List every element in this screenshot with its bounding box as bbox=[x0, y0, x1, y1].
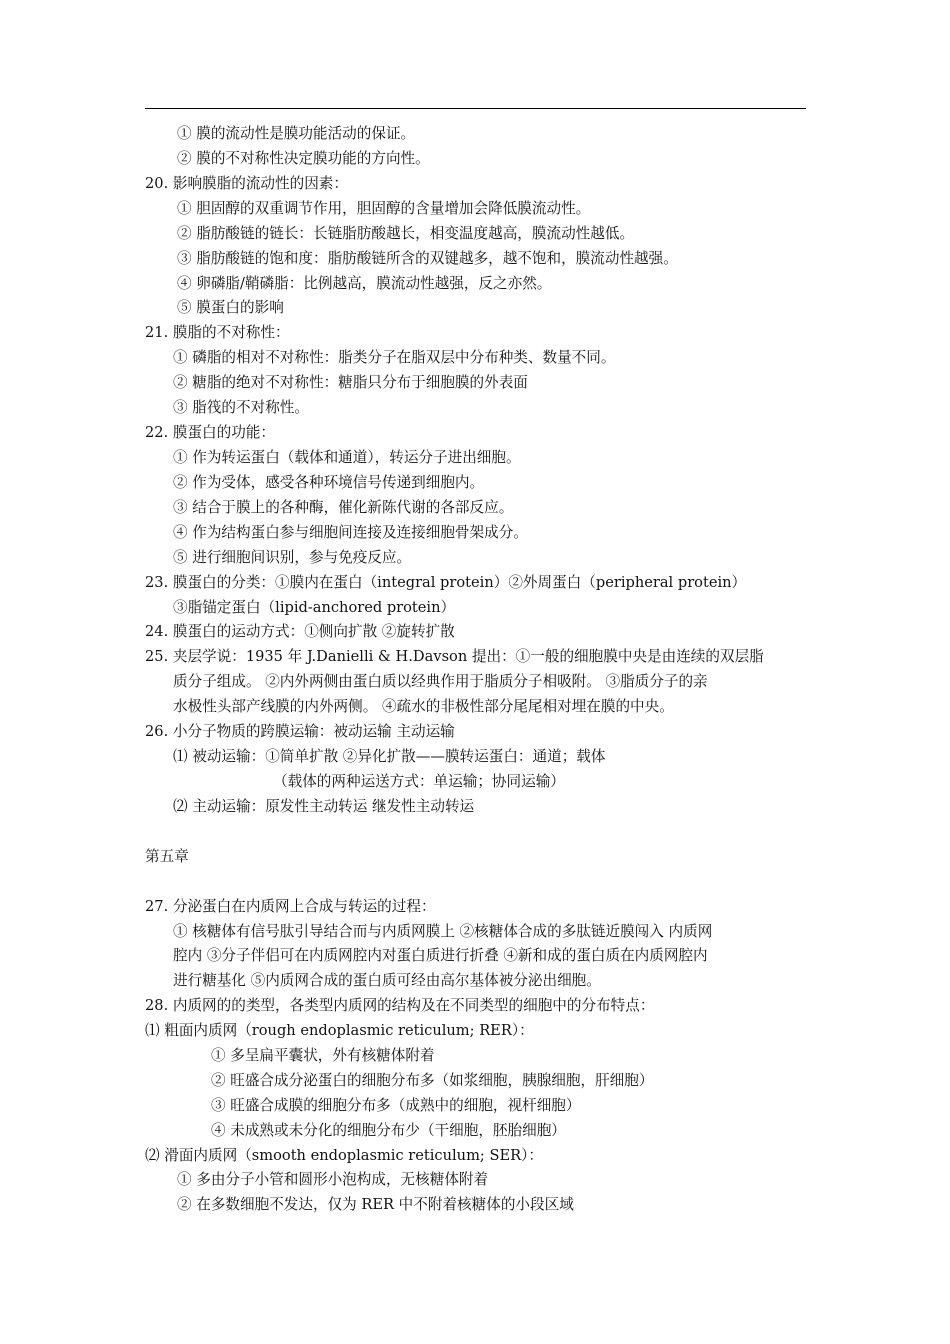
q26-line: ⑵ 主动运输：原发性主动转运 继发性主动转运 bbox=[173, 798, 475, 815]
q24-line: 24. 膜蛋白的运动方式：①侧向扩散 ②旋转扩散 bbox=[145, 623, 455, 640]
q22-title: 22. 膜蛋白的功能： bbox=[145, 424, 276, 441]
list-item: ③ 结合于膜上的各种酶，催化新陈代谢的各部反应。 bbox=[173, 499, 514, 516]
list-item: ① 磷脂的相对不对称性：脂类分子在脂双层中分布种类、数量不同。 bbox=[173, 349, 616, 366]
q23-line: ③脂锚定蛋白（lipid-anchored protein） bbox=[173, 599, 456, 616]
q27-line: 腔内 ③分子伴侣可在内质网腔内对蛋白质进行折叠 ④新和成的蛋白质在内质网腔内 bbox=[173, 947, 708, 964]
q23-line: 23. 膜蛋白的分类：①膜内在蛋白（integral protein）②外周蛋白（peripheral protein） bbox=[145, 574, 747, 591]
list-item: ③ 旺盛合成膜的细胞分布多（成熟中的细胞，视杆细胞） bbox=[211, 1097, 581, 1114]
q27-title: 27. 分泌蛋白在内质网上合成与转运的过程： bbox=[145, 898, 436, 915]
q25-line: 水极性头部产线膜的内外两侧。 ④疏水的非极性部分尾尾相对埋在膜的中央。 bbox=[173, 698, 674, 715]
list-item: ② 脂肪酸链的链长：长链脂肪酸越长，相变温度越高，膜流动性越低。 bbox=[177, 225, 635, 242]
q26-line: （载体的两种运送方式：单运输；协同运输） bbox=[273, 773, 565, 790]
q27-line: 进行糖基化 ⑤内质网合成的蛋白质可经由高尔基体被分泌出细胞。 bbox=[173, 972, 601, 989]
list-item: ① 膜的流动性是膜功能活动的保证。 bbox=[177, 125, 416, 142]
list-item: ① 作为转运蛋白（载体和通道），转运分子进出细胞。 bbox=[173, 449, 521, 466]
list-item: ① 多呈扁平囊状，外有核糖体附着 bbox=[211, 1047, 435, 1064]
list-item: ② 旺盛合成分泌蛋白的细胞分布多（如浆细胞，胰腺细胞，肝细胞） bbox=[211, 1072, 654, 1089]
ser-title: ⑵ 滑面内质网（smooth endoplasmic reticulum; SER）： bbox=[145, 1147, 543, 1164]
q25-line: 质分子组成。 ②内外两侧由蛋白质以经典作用于脂质分子相吸附。 ③脂质分子的亲 bbox=[173, 673, 708, 690]
list-item: ③ 脂肪酸链的饱和度：脂肪酸链所含的双键越多，越不饱和，膜流动性越强。 bbox=[177, 250, 678, 267]
q20-title: 20. 影响膜脂的流动性的因素： bbox=[145, 175, 348, 192]
list-item: ② 膜的不对称性决定膜功能的方向性。 bbox=[177, 150, 430, 167]
header-rule bbox=[145, 108, 806, 109]
list-item: ② 作为受体，感受各种环境信号传递到细胞内。 bbox=[173, 474, 485, 491]
list-item: ④ 卵磷脂/鞘磷脂：比例越高，膜流动性越强，反之亦然。 bbox=[177, 275, 552, 292]
list-item: ④ 未成熟或未分化的细胞分布少（干细胞，胚胎细胞） bbox=[211, 1122, 566, 1139]
q28-title: 28. 内质网的的类型，各类型内质网的结构及在不同类型的细胞中的分布特点： bbox=[145, 997, 655, 1014]
list-item: ② 在多数细胞不发达，仅为 RER 中不附着核糖体的小段区域 bbox=[177, 1196, 574, 1213]
list-item: ① 多由分子小管和圆形小泡构成，无核糖体附着 bbox=[177, 1171, 489, 1188]
list-item: ④ 作为结构蛋白参与细胞间连接及连接细胞骨架成分。 bbox=[173, 524, 528, 541]
q21-title: 21. 膜脂的不对称性： bbox=[145, 324, 290, 341]
list-item: ③ 脂筏的不对称性。 bbox=[173, 399, 309, 416]
q26-line: 26. 小分子物质的跨膜运输：被动运输 主动运输 bbox=[145, 723, 455, 740]
q27-line: ① 核糖体有信号肽引导结合而与内质网膜上 ②核糖体合成的多肽链近膜闯入 内质网 bbox=[173, 923, 713, 940]
list-item: ② 糖脂的绝对不对称性：糖脂只分布于细胞膜的外表面 bbox=[173, 374, 528, 391]
q25-line: 25. 夹层学说：1935 年 J.Danielli & H.Davson 提出：①一般的细胞膜中央是由连续的双层脂 bbox=[145, 648, 764, 665]
list-item: ⑤ 进行细胞间识别，参与免疫反应。 bbox=[173, 549, 412, 566]
list-item: ① 胆固醇的双重调节作用，胆固醇的含量增加会降低膜流动性。 bbox=[177, 200, 591, 217]
rer-title: ⑴ 粗面内质网（rough endoplasmic reticulum; RER）： bbox=[145, 1022, 534, 1039]
list-item: ⑤ 膜蛋白的影响 bbox=[177, 299, 284, 316]
q26-line: ⑴ 被动运输：①简单扩散 ②异化扩散——膜转运蛋白：通道；载体 bbox=[173, 748, 606, 765]
chapter-heading: 第五章 bbox=[145, 848, 189, 865]
